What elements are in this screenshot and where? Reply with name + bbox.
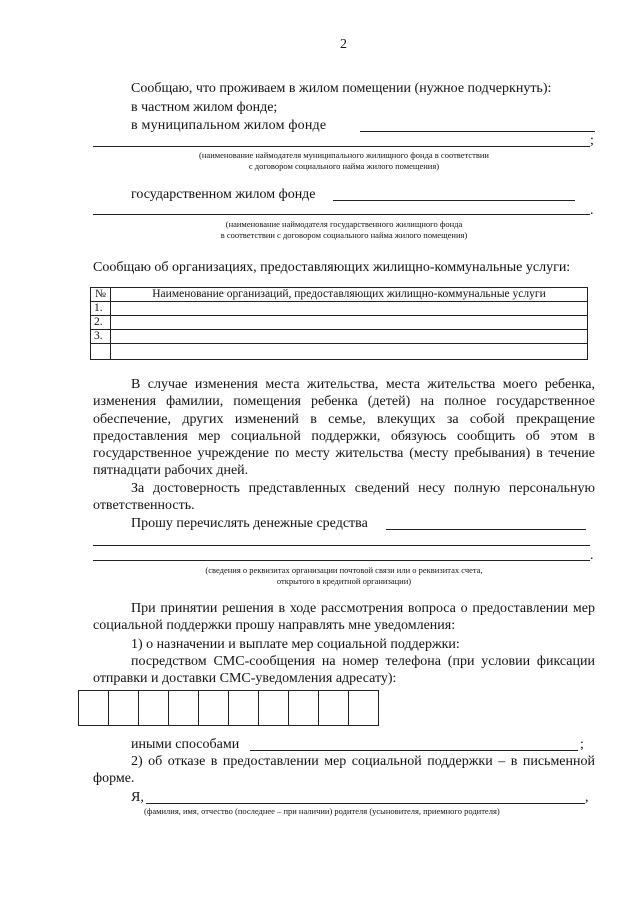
table-row (91, 330, 588, 344)
signature-prefix: Я, (131, 790, 144, 805)
obligation-paragraph (93, 376, 595, 480)
municipal-line-end: ; (590, 133, 594, 148)
table-cell-number: 3. (91, 330, 111, 344)
table-cell-organization[interactable] (111, 344, 588, 360)
table-cell-organization[interactable] (111, 302, 588, 316)
signature-end: , (585, 790, 589, 805)
phone-number-boxes (78, 690, 379, 726)
phone-digit-box[interactable] (318, 690, 349, 726)
phone-digit-box[interactable] (78, 690, 109, 726)
state-note-1: (наименование наймодателя государственного жилищного фонда (225, 219, 463, 229)
state-note-2: в соответствии с договором социального найма жилого помещения) (220, 230, 468, 240)
municipal-note-2: с договором социального найма жилого помещения) (248, 161, 440, 171)
notification-intro: При принятии решения в ходе рассмотрения вопроса о предоставлении мер социальной поддержки прошу направлять мне уведомления: (93, 601, 595, 634)
payment-details-line-3[interactable] (93, 560, 590, 561)
table-header-row (91, 288, 588, 302)
phone-digit-box[interactable] (258, 690, 289, 726)
notification-item-1: 1) о назначении и выплате мер социальной поддержки: (131, 637, 460, 652)
other-methods-line[interactable] (250, 750, 578, 751)
table-header-name: Наименование организаций, предоставляющих жилищно-коммунальные услуги (111, 288, 588, 302)
residence-state-option[interactable]: государственном жилом фонде (131, 187, 316, 202)
state-landlord-line-1[interactable] (333, 200, 575, 201)
state-line-end: . (590, 203, 594, 218)
residence-private-option[interactable]: в частном жилом фонде; (131, 100, 278, 115)
table-cell-organization[interactable] (111, 330, 588, 344)
phone-digit-box[interactable] (138, 690, 169, 726)
other-methods-label[interactable]: иными способами (131, 737, 240, 752)
phone-digit-box[interactable] (198, 690, 229, 726)
payment-note-1: (сведения о реквизитах организации почтовой связи или о реквизитах счета, (205, 565, 483, 575)
page-number: 2 (340, 37, 347, 52)
notification-item-2: 2) об отказе в предоставлении мер социальной поддержки – в письменной форме. (93, 754, 595, 787)
payment-label: Прошу перечислять денежные средства (131, 516, 368, 531)
other-methods-end: ; (580, 737, 584, 752)
payment-details-line-2[interactable] (93, 545, 590, 546)
table-row (91, 316, 588, 330)
phone-digit-box[interactable] (168, 690, 199, 726)
phone-digit-box[interactable] (228, 690, 259, 726)
sms-paragraph (93, 653, 595, 688)
payment-note-2: открытого в кредитной организации) (276, 576, 412, 586)
organizations-table (90, 287, 588, 360)
phone-digit-box[interactable] (348, 690, 379, 726)
table-row (91, 302, 588, 316)
organizations-intro: Сообщаю об организациях, предоставляющих жилищно-коммунальные услуги: (93, 260, 571, 275)
residence-municipal-option[interactable]: в муниципальном жилом фонде (131, 118, 327, 133)
sms-option[interactable]: посредством СМС-сообщения на номер телефона (при условии фиксации отправки и доставки СМС-уведомления адресату): (93, 654, 595, 687)
signature-name-line[interactable] (146, 803, 585, 804)
municipal-landlord-line-1[interactable] (360, 131, 595, 132)
obligation-text: В случае изменения места жительства, места жительства моего ребенка, изменения фамилии, помещения ребенка (детей) на полное государственное обеспечение, других изменений в семье, влекущих за собой прекращение предоставления мер социальной поддержки, обязуюсь сообщить об этом в государственное учреждение по месту жительства (месту пребывания) в течение пятнадцати рабочих дней. (93, 377, 595, 479)
table-cell-number: 2. (91, 316, 111, 330)
responsibility-text: За достоверность представленных сведений несу полную персональную ответственность. (93, 481, 595, 514)
responsibility-paragraph (93, 480, 595, 515)
notification-paragraph (93, 600, 595, 635)
phone-digit-box[interactable] (288, 690, 319, 726)
table-row (91, 344, 588, 360)
phone-digit-box[interactable] (108, 690, 139, 726)
table-header-number: № (91, 288, 111, 302)
municipal-note-1: (наименование наймодателя муниципального жилищного фонда в соответствии (199, 150, 489, 160)
municipal-landlord-line-2[interactable] (93, 146, 590, 147)
signature-note: (фамилия, имя, отчество (последнее – при наличии) родителя (усыновителя, приемного родителя) (144, 806, 500, 816)
table-cell-number (91, 344, 111, 360)
payment-line-end: . (590, 548, 594, 563)
residence-intro: Сообщаю, что проживаем в жилом помещении (нужное подчеркнуть): (131, 81, 552, 96)
table-cell-number: 1. (91, 302, 111, 316)
state-landlord-line-2[interactable] (93, 214, 590, 215)
table-cell-organization[interactable] (111, 316, 588, 330)
payment-details-line-1[interactable] (386, 529, 586, 530)
refusal-paragraph (93, 753, 595, 788)
